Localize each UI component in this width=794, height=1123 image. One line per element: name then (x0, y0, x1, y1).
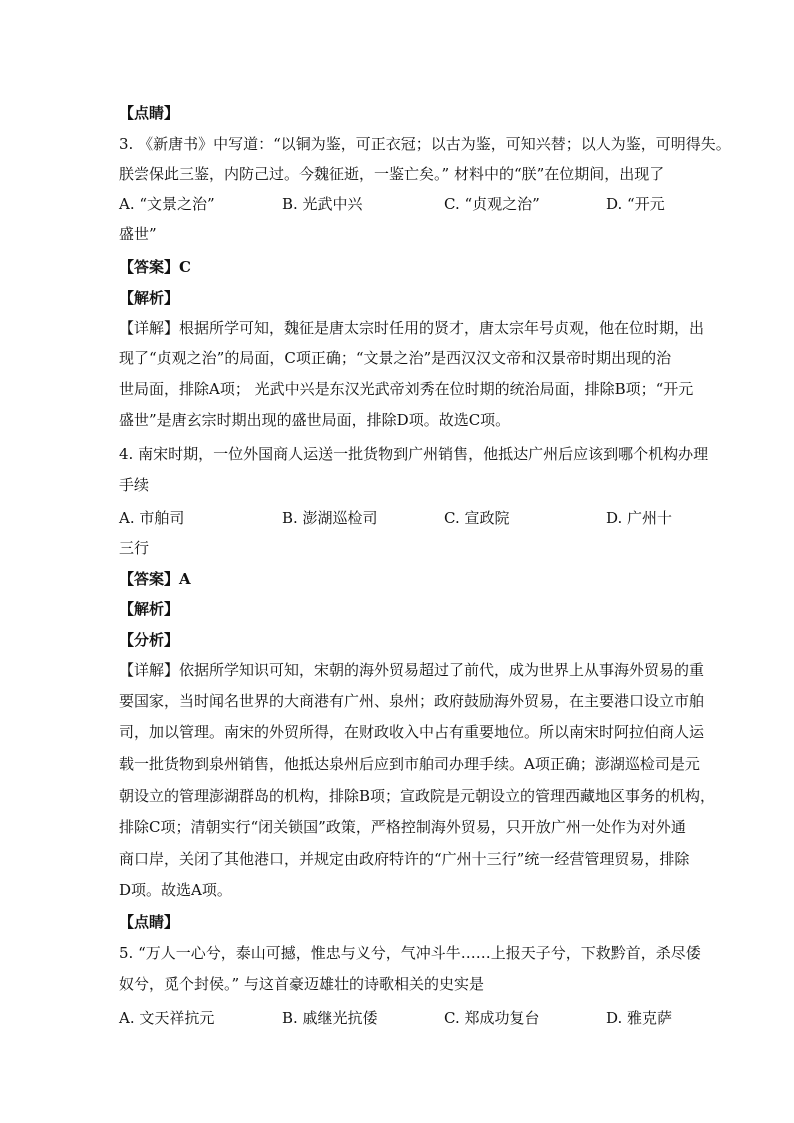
question-5-option-d: D. 雅克萨 (606, 1009, 673, 1027)
question-5-option-a: A. 文天祥抗元 (119, 1009, 215, 1027)
question-4-option-b: B. 澎湖巡检司 (282, 509, 378, 527)
question-4-jiexi-label: 【解析】 (119, 600, 180, 618)
question-4-stem-line1: 4. 南宋时期，一位外国商人运送一批货物到广州销售，他抵达广州后应该到哪个机构办理 (119, 445, 709, 463)
question-5-option-c: C. 郑成功复台 (444, 1009, 540, 1027)
question-4-detail-line6: 排除C项；清朝实行“闭关锁国”政策，严格控制海外贸易，只开放广州一处作为对外通 (119, 818, 686, 836)
question-4-detail-line7: 商口岸，关闭了其他港口，并规定由政府特许的“广州十三行”统一经营管理贸易，排除 (119, 850, 690, 868)
question-3-option-b: B. 光武中兴 (282, 195, 363, 213)
question-5-option-b: B. 戚继光抗倭 (282, 1009, 378, 1027)
question-3-option-a: A. “文景之治” (119, 195, 215, 213)
question-3-jiexi-label: 【解析】 (119, 289, 180, 307)
question-3-detail-line2: 现了“贞观之治”的局面，C项正确；“文景之治”是西汉汉文帝和汉景帝时期出现的治 (119, 349, 672, 367)
question-3-option-d-continued: 盛世” (119, 225, 157, 243)
question-5-stem-line2: 奴兮，觅个封侯。” 与这首豪迈雄壮的诗歌相关的史实是 (119, 975, 484, 993)
question-3-option-c: C. “贞观之治” (444, 195, 540, 213)
question-4-option-c: C. 宣政院 (444, 509, 510, 527)
question-4-option-d: D. 广州十 (606, 509, 673, 527)
question-3-detail-line3: 世局面，排除A项； 光武中兴是东汉光武帝刘秀在位时期的统治局面，排除B项；“开元 (119, 380, 694, 398)
question-3-answer: 【答案】C (119, 258, 191, 276)
question-4-option-a: A. 市舶司 (119, 509, 185, 527)
question-4-detail-line2: 要国家，当时闻名世界的大商港有广州、泉州；政府鼓励海外贸易，在主要港口设立市舶 (119, 692, 705, 710)
question-4-dianjing-label: 【点睛】 (119, 913, 180, 931)
question-3-stem-line1: 3. 《新唐书》中写道：“以铜为鉴，可正衣冠；以古为鉴，可知兴替；以人为鉴，可明得失。 (119, 135, 731, 153)
question-5-stem-line1: 5. “万人一心兮，泰山可撼，惟忠与义兮，气冲斗牛……上报天子兮，下救黔首，杀尽倭 (119, 944, 701, 962)
question-4-detail-line5: 朝设立的管理澎湖群岛的机构，排除B项；宣政院是元朝设立的管理西藏地区事务的机构， (119, 787, 716, 805)
question-4-answer: 【答案】A (119, 570, 191, 588)
question-4-option-d-continued: 三行 (119, 539, 150, 557)
question-4-fenxi-label: 【分析】 (119, 631, 180, 649)
question-3-detail-line1: 【详解】根据所学可知，魏征是唐太宗时任用的贤才，唐太宗年号贞观，他在位时期，出 (119, 319, 705, 337)
question-3-stem-line2: 朕尝保此三鉴，内防己过。今魏征逝，一鉴亡矣。” 材料中的“朕”在位期间，出现了 (119, 165, 665, 183)
question-4-detail-line3: 司，加以管理。南宋的外贸所得，在财政收入中占有重要地位。所以南宋时阿拉伯商人运 (119, 723, 705, 741)
question-3-detail-line4: 盛世”是唐玄宗时期出现的盛世局面，排除D项。故选C项。 (119, 411, 511, 429)
question-4-detail-line1: 【详解】依据所学知识可知，宋朝的海外贸易超过了前代，成为世界上从事海外贸易的重 (119, 661, 705, 679)
dianjing-label: 【点睛】 (119, 104, 180, 122)
question-4-stem-line2: 手续 (119, 476, 150, 494)
question-4-detail-line4: 载一批货物到泉州销售，他抵达泉州后应到市舶司办理手续。A项正确；澎湖巡检司是元 (119, 755, 700, 773)
question-3-option-d: D. “开元 (606, 195, 665, 213)
question-4-detail-line8: D项。故选A项。 (119, 881, 232, 899)
